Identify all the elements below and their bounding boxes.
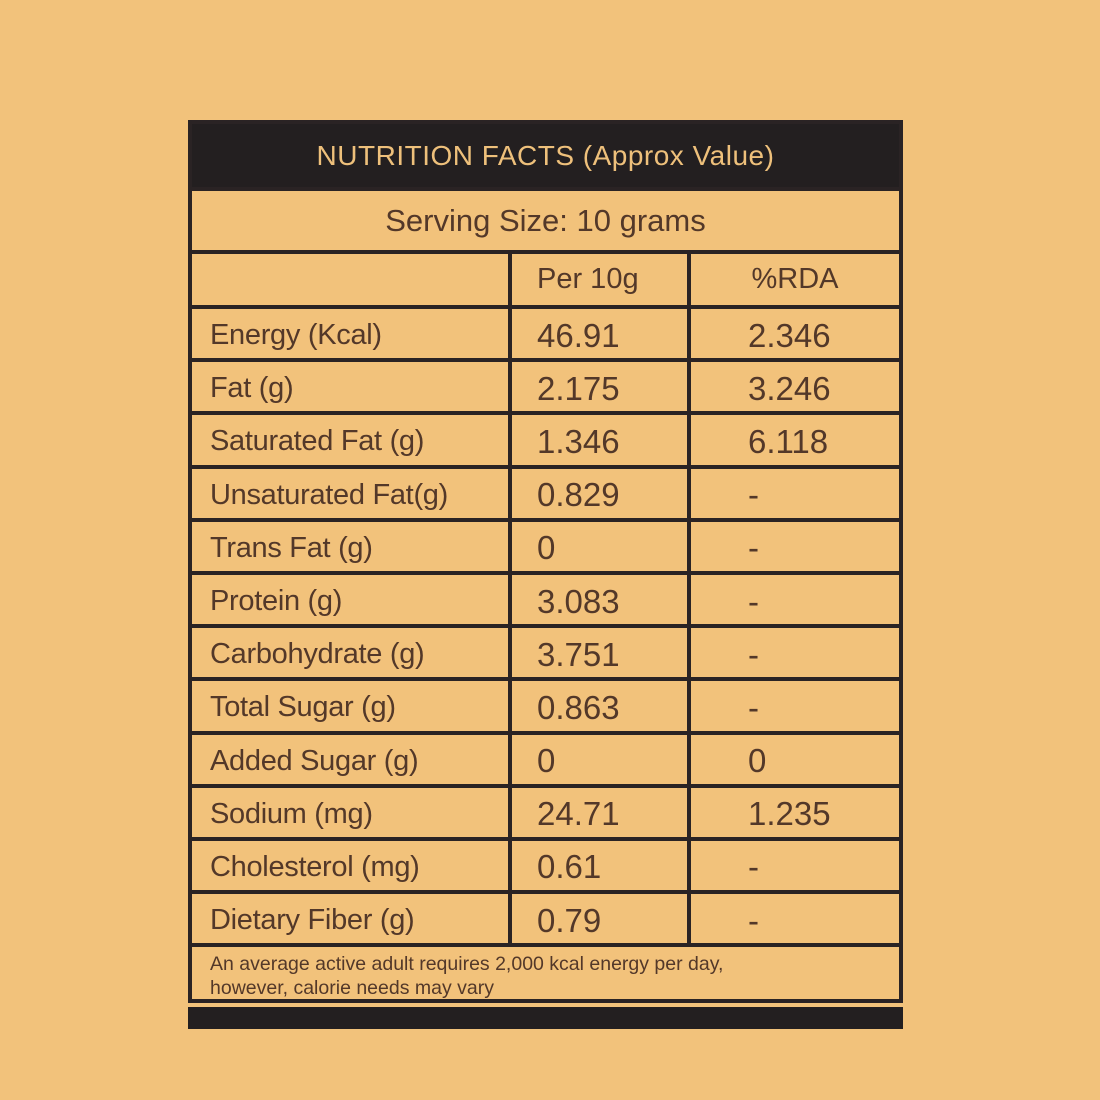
column-header-rda-text: %RDA (751, 263, 839, 295)
footnote (192, 943, 899, 999)
rda-value: - (687, 465, 899, 518)
per10g-value: 46.91 (508, 305, 687, 358)
row-label: Unsaturated Fat(g) (192, 465, 508, 518)
footnote-line1: An average active adult requires 2,000 kcal energy per day, (210, 953, 724, 976)
label-bottom-bar (188, 1007, 903, 1029)
per10g-value: 1.346 (508, 411, 687, 464)
row-label: Saturated Fat (g) (192, 411, 508, 464)
rda-value: 0 (687, 731, 899, 784)
row-label: Total Sugar (g) (192, 677, 508, 730)
row-label: Added Sugar (g) (192, 731, 508, 784)
rda-value: - (687, 677, 899, 730)
per10g-value: 0.79 (508, 890, 687, 943)
serving-size-text: Serving Size: 10 grams (385, 202, 706, 238)
serving-size-row (192, 187, 899, 250)
per10g-value: 0.61 (508, 837, 687, 890)
nutrition-table (192, 250, 899, 943)
rda-value: - (687, 890, 899, 943)
rda-value: - (687, 571, 899, 624)
rda-value: - (687, 624, 899, 677)
per10g-value: 0.829 (508, 465, 687, 518)
row-label: Protein (g) (192, 571, 508, 624)
rda-value: 6.118 (687, 411, 899, 464)
row-label: Fat (g) (192, 358, 508, 411)
rda-value: - (687, 518, 899, 571)
rda-value: 2.346 (687, 305, 899, 358)
footnote-line2: however, calorie needs may vary (210, 977, 494, 1000)
column-header-rda (687, 250, 899, 305)
per10g-value: 2.175 (508, 358, 687, 411)
column-header-per10g-text: Per 10g (537, 263, 639, 295)
per10g-value: 0 (508, 518, 687, 571)
nutrition-facts-label (188, 120, 903, 1003)
row-label: Cholesterol (mg) (192, 837, 508, 890)
row-label: Energy (Kcal) (192, 305, 508, 358)
label-title-bar (192, 124, 899, 187)
per10g-value: 0 (508, 731, 687, 784)
label-title: NUTRITION FACTS (Approx Value) (316, 139, 775, 171)
row-label: Carbohydrate (g) (192, 624, 508, 677)
rda-value: 1.235 (687, 784, 899, 837)
row-label: Sodium (mg) (192, 784, 508, 837)
row-label: Trans Fat (g) (192, 518, 508, 571)
per10g-value: 0.863 (508, 677, 687, 730)
per10g-value: 24.71 (508, 784, 687, 837)
rda-value: 3.246 (687, 358, 899, 411)
row-label: Dietary Fiber (g) (192, 890, 508, 943)
column-header-per10g (508, 250, 687, 305)
rda-value: - (687, 837, 899, 890)
per10g-value: 3.083 (508, 571, 687, 624)
column-header-blank (192, 250, 508, 305)
per10g-value: 3.751 (508, 624, 687, 677)
